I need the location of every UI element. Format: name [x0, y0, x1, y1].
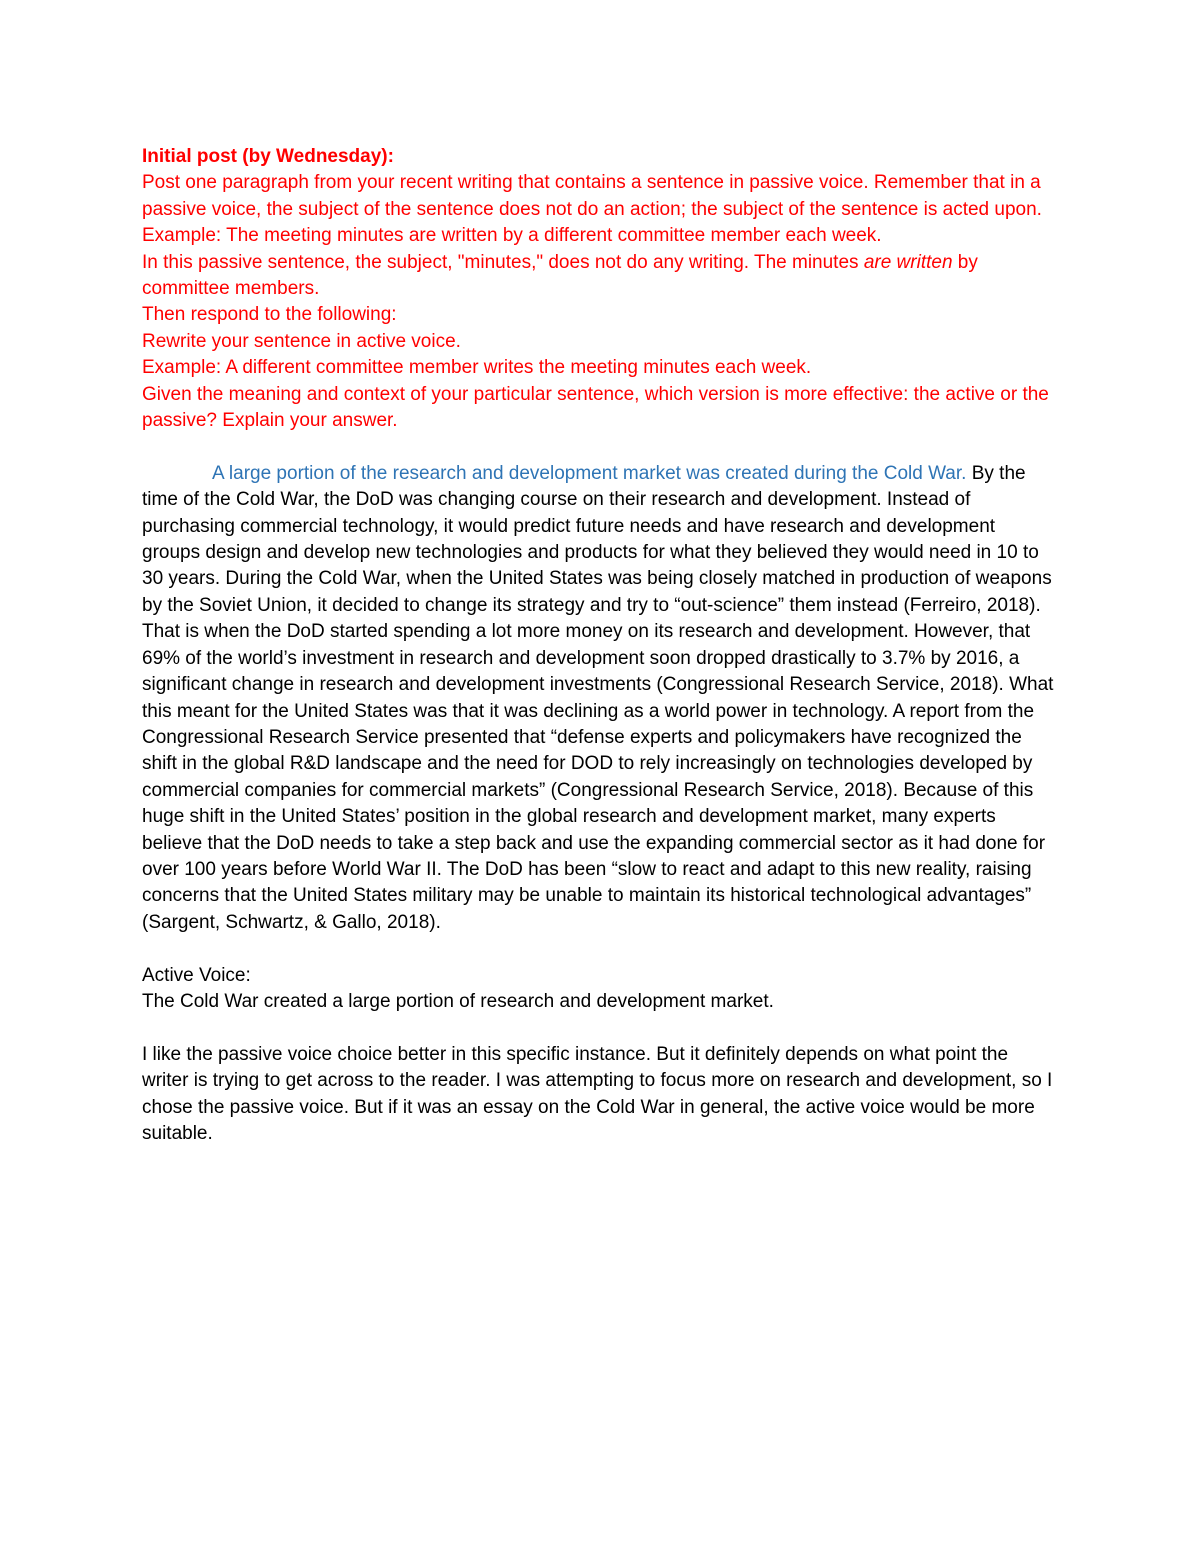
prompt-instruction: Post one paragraph from your recent writing that contains a sentence in passive voice. Remember that in a passive voice, the subject of the sentence does not do an action; the subject of the sentence is acted upon.	[142, 172, 1042, 220]
prompt-section	[142, 144, 1057, 434]
prompt-example-active: Example: A different committee member writes the meeting minutes each week.	[142, 357, 812, 379]
active-voice-label: Active Voice:	[142, 964, 251, 986]
essay-body: By the time of the Cold War, the DoD was changing course on their research and development. Instead of purchasing commercial technology, it would predict future needs and have research and development groups design and develop new technologies and products for what they believed they would need in 10 to 30 years. During the Cold War, when the United States was being closely matched in production of weapons by the Soviet Union, it decided to change its strategy and try to “out-science” them instead (Ferreiro, 2018). That is when the DoD started spending a lot more money on its research and development. However, that 69% of the world’s investment in research and development soon dropped drastically to 3.7% by 2016, a significant change in research and development investments (Congressional Research Service, 2018). What this meant for the United States was that it was declining as a world power in technology. A report from the Congressional Research Service presented that “defense experts and policymakers have recognized the shift in the global R&D landscape and the need for DOD to rely increasingly on technologies developed by commercial companies for commercial markets” (Congressional Research Service, 2018). Because of this huge shift in the United States’ position in the global research and development market, many experts believe that the DoD needs to take a step back and use the expanding commercial sector as it had done for over 100 years before World War II. The DoD has been “slow to react and adapt to this new reality, raising concerns that the United States military may be unable to maintain its historical technological advantages” (Sargent, Schwartz, & Gallo, 2018).	[142, 462, 1054, 933]
prompt-respond: Then respond to the following:	[142, 304, 397, 326]
prompt-explanation-start: In this passive sentence, the subject, "minutes," does not do any writing. The minutes	[142, 251, 864, 273]
prompt-question: Given the meaning and context of your particular sentence, which version is more effective: the active or the passive? Explain your answer.	[142, 383, 1049, 432]
reflection-paragraph: I like the passive voice choice better in this specific instance. But it definitely depends on what point the writer is trying to get across to the reader. I was attempting to focus more on research and development, so I chose the passive voice. But if it was an essay on the Cold War in general, the active voice would be more suitable.	[142, 1043, 1053, 1144]
prompt-heading: Initial post (by Wednesday):	[142, 146, 394, 167]
active-voice-sentence: The Cold War created a large portion of research and development market.	[142, 990, 774, 1012]
prompt-example-passive: Example: The meeting minutes are written by a different committee member each week.	[142, 225, 882, 247]
document-content	[142, 144, 1057, 1147]
essay-paragraph	[142, 461, 1057, 936]
spacer	[142, 1015, 1057, 1041]
prompt-explanation-end: by committee members.	[142, 251, 978, 300]
essay-highlighted-sentence: A large portion of the research and development market was created during the Cold War.	[212, 462, 967, 484]
spacer	[142, 936, 1057, 962]
prompt-rewrite: Rewrite your sentence in active voice.	[142, 330, 461, 352]
prompt-explanation-italic: are written	[863, 251, 953, 273]
prompt-explanation	[142, 250, 1057, 303]
spacer	[142, 434, 1057, 460]
